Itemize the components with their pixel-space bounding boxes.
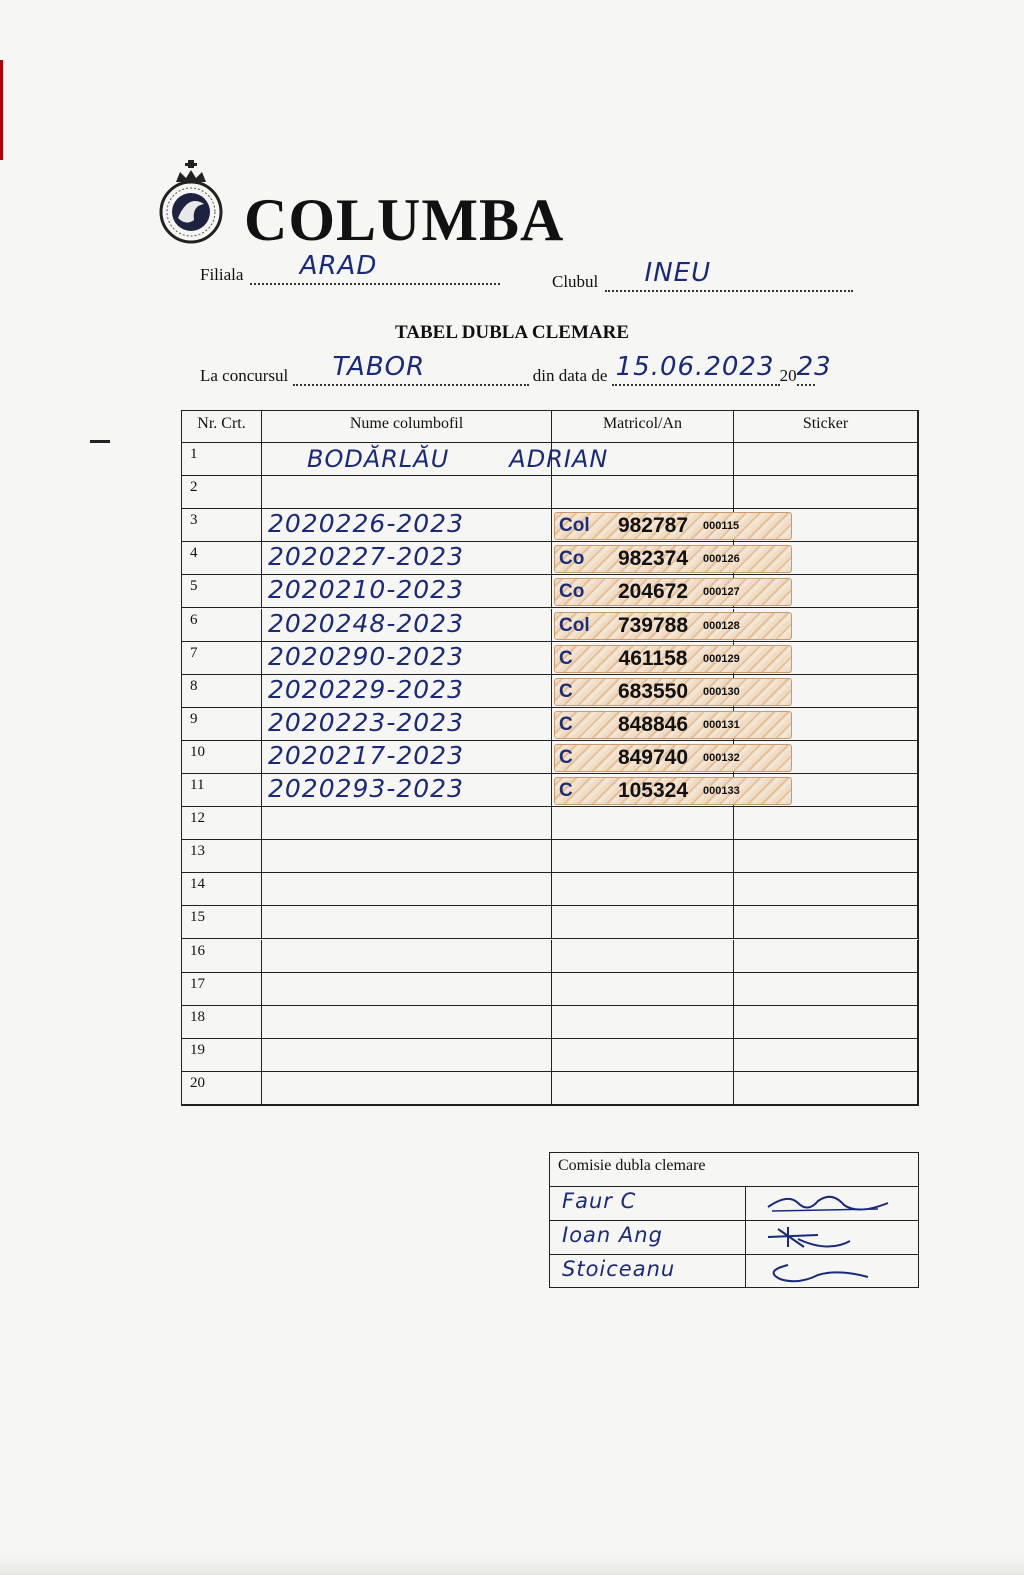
columba-logo-icon bbox=[158, 160, 224, 246]
ring-sticker bbox=[554, 512, 792, 540]
sticker-number: 683550 bbox=[617, 679, 689, 703]
row-number: 11 bbox=[182, 774, 262, 807]
sticker-cell bbox=[734, 476, 918, 509]
sticker-number: 204672 bbox=[617, 580, 689, 604]
row-number: 19 bbox=[182, 1039, 262, 1072]
sticker-cell bbox=[734, 1006, 918, 1039]
matricol-cell bbox=[552, 476, 734, 509]
sticker-prefix: Co bbox=[559, 548, 585, 570]
ring-sticker bbox=[554, 711, 792, 739]
sticker-cell bbox=[734, 940, 918, 973]
sticker-cell bbox=[734, 906, 918, 939]
owner-name bbox=[307, 443, 608, 475]
filiala-label: Filiala bbox=[200, 265, 244, 284]
sticker-prefix: C bbox=[559, 647, 573, 669]
sticker-prefix: C bbox=[559, 713, 573, 735]
sticker-number: 739788 bbox=[617, 613, 689, 637]
column-header: Nr. Crt. bbox=[182, 411, 262, 443]
name-cell: 2020217-2023 bbox=[262, 741, 552, 774]
owner-firstname: ADRIAN bbox=[509, 445, 609, 473]
sticker-number: 105324 bbox=[617, 779, 689, 802]
filiala-field bbox=[200, 251, 500, 285]
name-cell: 2020293-2023 bbox=[262, 774, 552, 807]
row-number: 10 bbox=[182, 741, 262, 774]
commission-divider bbox=[745, 1187, 746, 1287]
sticker-number: 982787 bbox=[617, 514, 689, 538]
column-header: Matricol/An bbox=[552, 411, 734, 443]
name-cell bbox=[262, 973, 552, 1006]
sticker-prefix: C bbox=[559, 680, 573, 702]
row-number: 6 bbox=[182, 609, 262, 642]
commission-member: Stoiceanu bbox=[562, 1257, 676, 1281]
sticker-code: 000132 bbox=[703, 751, 740, 764]
matricol-cell bbox=[552, 973, 734, 1006]
scan-edge bbox=[0, 60, 3, 160]
row-number: 17 bbox=[182, 973, 262, 1006]
row-number: 20 bbox=[182, 1072, 262, 1105]
row-number: 16 bbox=[182, 940, 262, 973]
data-value: 15.06.2023 bbox=[615, 352, 775, 382]
row-number: 18 bbox=[182, 1006, 262, 1039]
concurs-value: TABOR bbox=[332, 352, 426, 382]
name-cell bbox=[262, 1039, 552, 1072]
sticker-prefix: Col bbox=[559, 515, 590, 537]
row-number: 1 bbox=[182, 443, 262, 476]
concurs-label: La concursul bbox=[200, 366, 289, 385]
sticker-code: 000133 bbox=[703, 785, 740, 797]
signature-icon bbox=[758, 1189, 898, 1219]
clubul-value: INEU bbox=[644, 258, 712, 288]
name-cell: 2020227-2023 bbox=[262, 542, 552, 575]
sticker-code: 000127 bbox=[703, 586, 740, 599]
sticker-code: 000129 bbox=[703, 652, 740, 665]
row-number: 8 bbox=[182, 675, 262, 708]
clubul-label: Clubul bbox=[552, 272, 599, 291]
name-cell: 2020223-2023 bbox=[262, 708, 552, 741]
name-cell bbox=[262, 873, 552, 906]
sticker-cell bbox=[734, 807, 918, 840]
sticker-cell bbox=[734, 973, 918, 1006]
ring-sticker bbox=[554, 744, 792, 772]
sticker-number: 848846 bbox=[617, 712, 689, 736]
year-prefix: 20 bbox=[779, 366, 797, 385]
row-number: 7 bbox=[182, 642, 262, 675]
form-title: TABEL DUBLA CLEMARE bbox=[394, 322, 630, 343]
ring-sticker bbox=[554, 578, 792, 606]
row-number: 15 bbox=[182, 906, 262, 939]
name-cell: 2020248-2023 bbox=[262, 609, 552, 642]
filiala-value: ARAD bbox=[299, 251, 378, 281]
commission-row bbox=[550, 1255, 918, 1289]
ring-sticker bbox=[554, 777, 792, 805]
name-cell: 2020210-2023 bbox=[262, 575, 552, 608]
name-cell bbox=[262, 940, 552, 973]
name-cell: 2020229-2023 bbox=[262, 675, 552, 708]
name-cell bbox=[262, 1006, 552, 1039]
name-cell bbox=[262, 840, 552, 873]
sticker-prefix: C bbox=[559, 746, 573, 768]
brand-name: COLUMBA bbox=[244, 187, 565, 253]
commission-member: Ioan Ang bbox=[562, 1223, 663, 1247]
sticker-number: 849740 bbox=[617, 745, 689, 769]
ring-sticker bbox=[554, 545, 792, 573]
row-number: 9 bbox=[182, 708, 262, 741]
commission-title: Comisie dubla clemare bbox=[550, 1153, 918, 1187]
scan-shadow bbox=[0, 1555, 1024, 1575]
matricol-cell bbox=[552, 873, 734, 906]
row-number: 5 bbox=[182, 575, 262, 608]
matricol-cell bbox=[552, 940, 734, 973]
matricol-cell bbox=[552, 1006, 734, 1039]
sticker-code: 000128 bbox=[703, 619, 740, 632]
commission-row bbox=[550, 1187, 918, 1221]
sticker-number: 982374 bbox=[617, 547, 689, 571]
name-cell: 2020290-2023 bbox=[262, 642, 552, 675]
matricol-cell bbox=[552, 807, 734, 840]
clubul-field bbox=[552, 258, 853, 292]
sticker-prefix: Co bbox=[559, 581, 585, 603]
row-number: 14 bbox=[182, 873, 262, 906]
commission-table bbox=[549, 1152, 919, 1288]
ring-sticker bbox=[554, 612, 792, 640]
owner-surname: BODĂRLĂU bbox=[307, 445, 450, 473]
matricol-cell bbox=[552, 1072, 734, 1105]
name-cell bbox=[262, 906, 552, 939]
name-cell bbox=[262, 476, 552, 509]
sticker-number: 461158 bbox=[618, 646, 688, 670]
matricol-cell bbox=[552, 840, 734, 873]
commission-member: Faur C bbox=[562, 1189, 637, 1213]
matricol-cell bbox=[552, 1039, 734, 1072]
sticker-code: 000130 bbox=[703, 685, 740, 698]
stray-mark bbox=[90, 440, 110, 443]
row-number: 3 bbox=[182, 509, 262, 542]
dubla-clemare-table bbox=[181, 410, 919, 1106]
sticker-cell bbox=[734, 840, 918, 873]
name-cell: 2020226-2023 bbox=[262, 509, 552, 542]
ring-sticker bbox=[554, 678, 792, 706]
sticker-prefix: C bbox=[559, 780, 573, 801]
row-number: 4 bbox=[182, 542, 262, 575]
matricol-cell bbox=[552, 906, 734, 939]
row-number: 12 bbox=[182, 807, 262, 840]
sticker-code: 000131 bbox=[703, 718, 740, 731]
concurs-field bbox=[200, 352, 832, 386]
data-label: din data de bbox=[532, 366, 608, 385]
sticker-code: 000126 bbox=[703, 553, 740, 566]
signature-icon bbox=[758, 1223, 898, 1253]
name-cell bbox=[262, 1072, 552, 1105]
name-cell bbox=[262, 807, 552, 840]
commission-row bbox=[550, 1221, 918, 1255]
column-header: Nume columbofil bbox=[262, 411, 552, 443]
column-header: Sticker bbox=[734, 411, 918, 443]
sticker-cell bbox=[734, 1072, 918, 1105]
sticker-cell bbox=[734, 443, 918, 476]
row-number: 13 bbox=[182, 840, 262, 873]
sticker-code: 000115 bbox=[703, 520, 740, 533]
sticker-cell bbox=[734, 1039, 918, 1072]
year-value: 23 bbox=[796, 352, 832, 382]
sticker-prefix: Col bbox=[559, 614, 590, 636]
ring-sticker bbox=[554, 645, 792, 673]
row-number: 2 bbox=[182, 476, 262, 509]
signature-icon bbox=[758, 1257, 898, 1287]
sticker-cell bbox=[734, 873, 918, 906]
